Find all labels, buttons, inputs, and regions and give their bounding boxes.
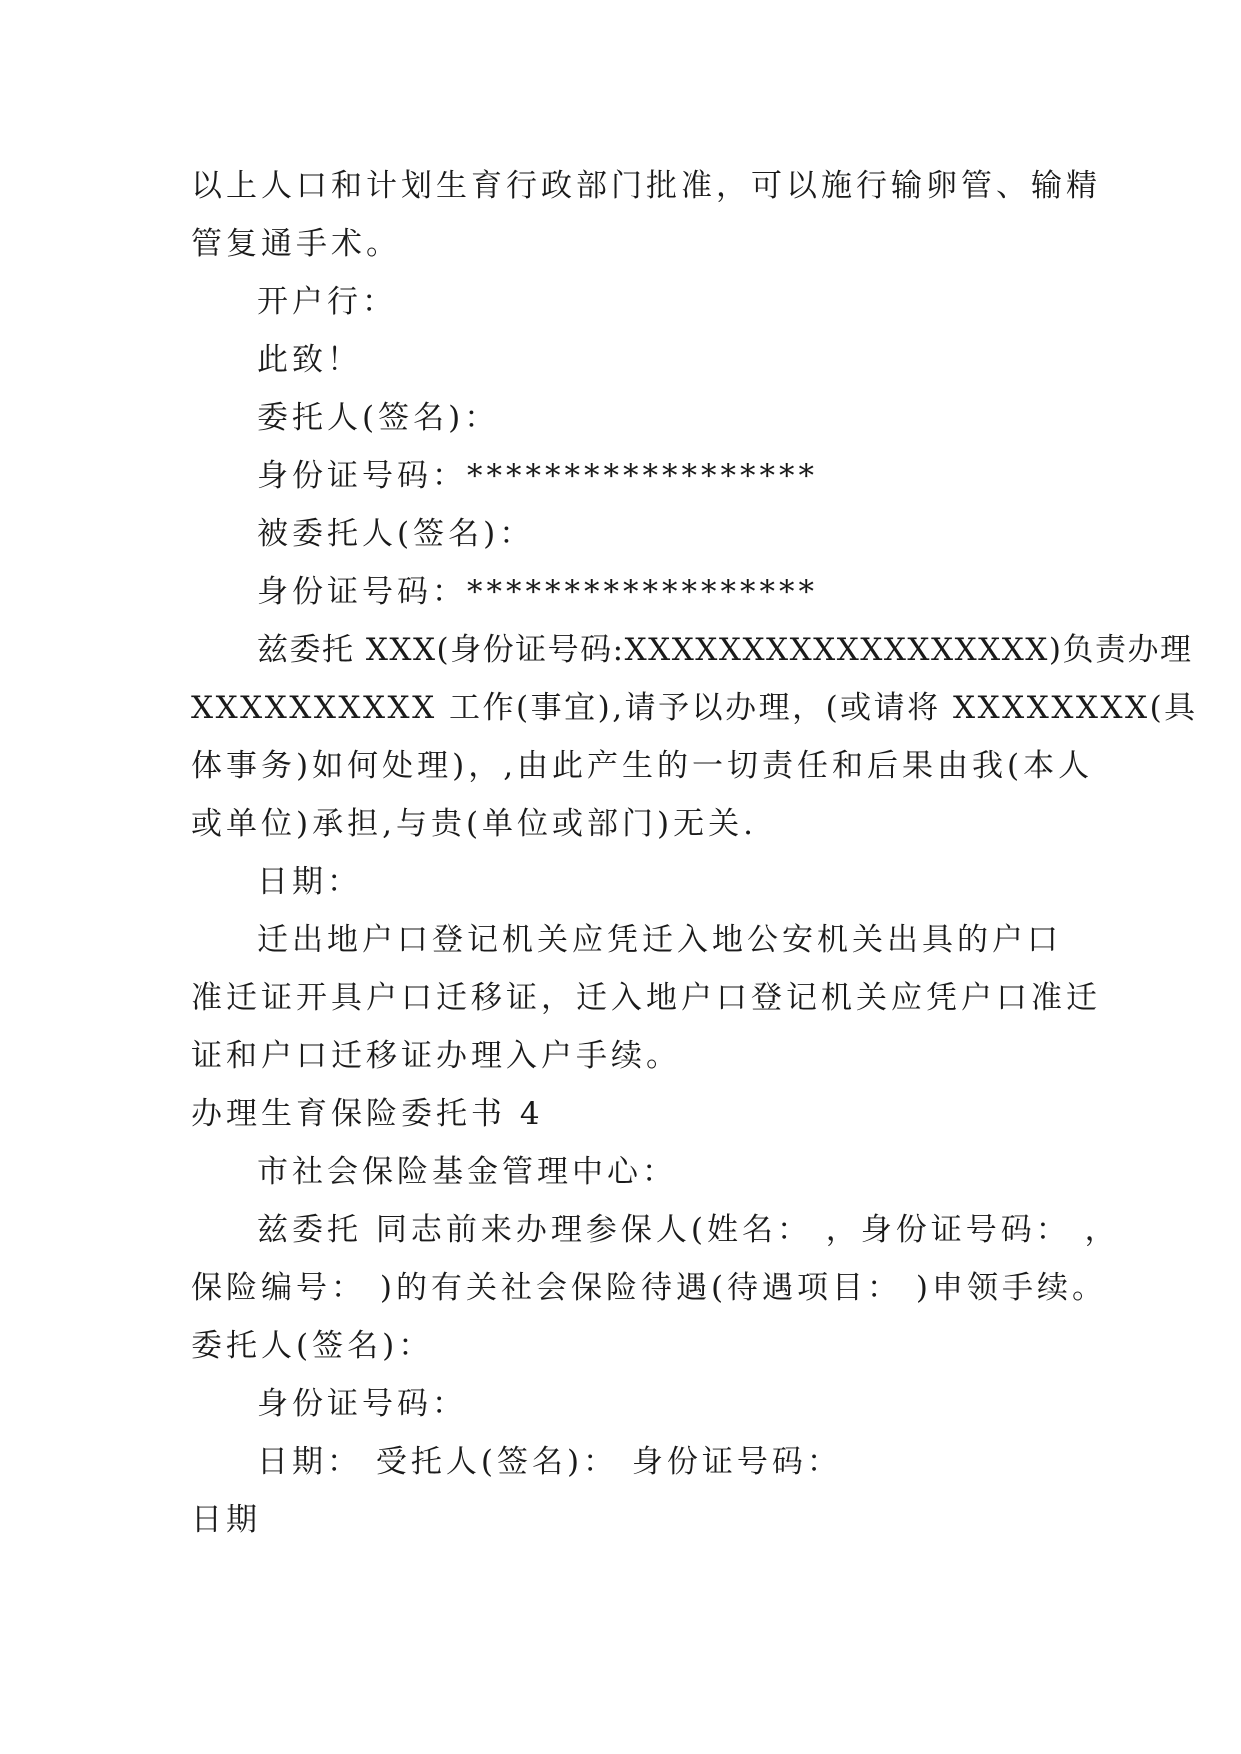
- bank-label: 开户行：: [257, 284, 397, 320]
- date-agent-id-line: 日期： 受托人(签名)： 身份证号码：: [257, 1444, 842, 1480]
- paragraph-line: 证和户口迁移证办理入户手续。: [191, 1038, 681, 1074]
- paragraph-line: 兹委托 同志前来办理参保人(姓名： ，身份证号码： ，: [257, 1212, 1120, 1248]
- addressee: 市社会保险基金管理中心：: [257, 1154, 677, 1190]
- paragraph-line: 管复通手术。: [191, 226, 401, 262]
- paragraph-line: 迁出地户口登记机关应凭迁入地公安机关出具的户口: [257, 922, 1062, 958]
- paragraph-line: 保险编号： )的有关社会保险待遇(待遇项目： )申领手续。: [191, 1270, 1107, 1306]
- agent-id-number: 身份证号码：******************: [257, 574, 818, 610]
- principal-id-number: 身份证号码：******************: [257, 458, 818, 494]
- date-label: 日期：: [257, 864, 362, 900]
- principal-signature-label: 委托人(签名)：: [257, 400, 500, 436]
- id-number-label: 身份证号码：: [257, 1386, 467, 1422]
- principal-signature-label: 委托人(签名)：: [191, 1328, 434, 1364]
- agent-signature-label: 被委托人(签名)：: [257, 516, 535, 552]
- paragraph-line: 或单位)承担,与贵(单位或部门)无关.: [191, 806, 757, 842]
- paragraph-line: 体事务)如何处理)，,由此产生的一切责任和后果由我(本人: [191, 748, 1094, 784]
- closing-salutation: 此致！: [257, 342, 362, 378]
- paragraph-line: 准迁证开具户口迁移证，迁入地户口登记机关应凭户口准迁: [191, 980, 1101, 1016]
- paragraph-line: XXXXXXXXXX 工作(事宜),请予以办理，(或请将 XXXXXXXX(具: [191, 690, 1198, 726]
- paragraph-line: 兹委托 XXX(身份证号码:XXXXXXXXXXXXXXXXXX)负责办理: [257, 632, 1193, 668]
- paragraph-line: 以上人口和计划生育行政部门批准，可以施行输卵管、输精: [191, 168, 1101, 204]
- date-label: 日期: [191, 1502, 261, 1538]
- section-title: 办理生育保险委托书 4: [191, 1096, 544, 1132]
